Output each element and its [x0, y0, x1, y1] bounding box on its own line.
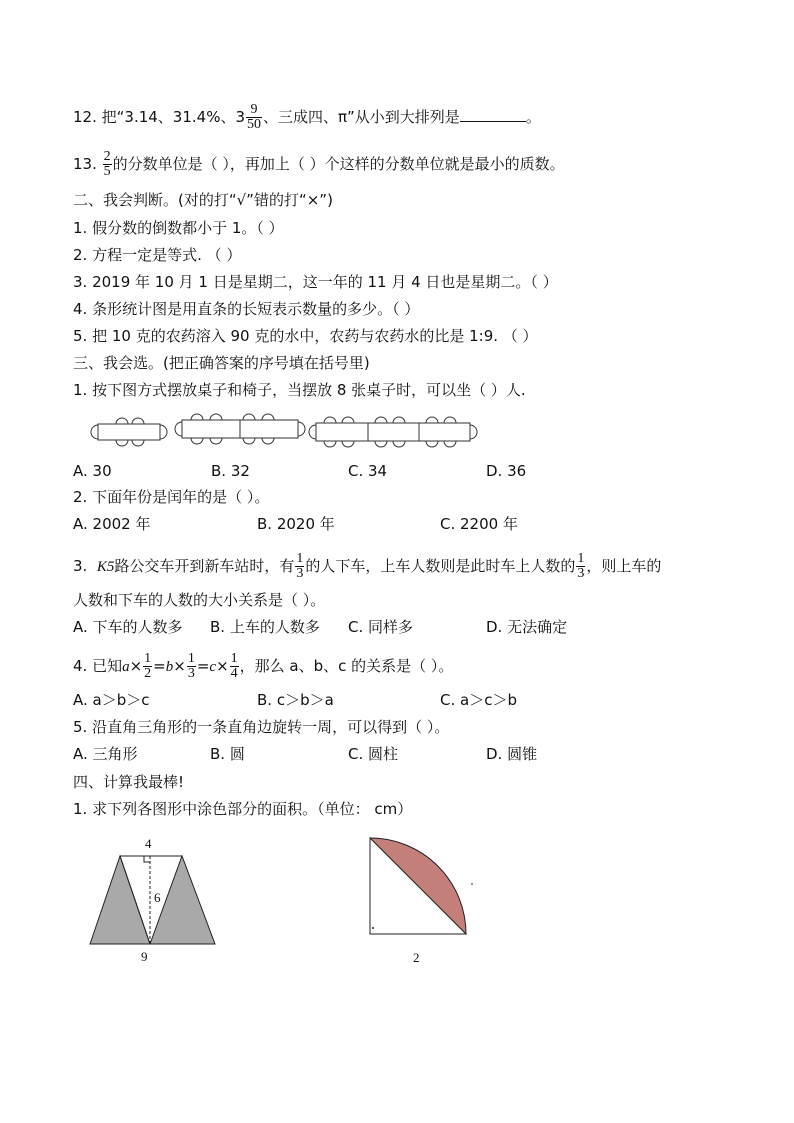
- fraction-1-4: $\frac{1}{4}$: [230, 651, 238, 681]
- table: [182, 420, 240, 438]
- chair: [191, 414, 203, 420]
- chair: [444, 441, 456, 447]
- edge-dot: [471, 883, 473, 885]
- q5-option-d[interactable]: D. 圆锥: [486, 745, 538, 763]
- table: [368, 423, 419, 441]
- q4-option-c[interactable]: C. a＞c＞b: [440, 691, 517, 709]
- chair: [393, 441, 405, 447]
- label-bottom: 2: [413, 950, 420, 965]
- right-angle-mark: [144, 856, 150, 862]
- fraction-9-50: $\frac{9}{50}$: [247, 102, 261, 132]
- judge-item-2: 2. 方程一定是等式. （ ）: [73, 246, 242, 264]
- choice-q1-text: 1. 按下图方式摆放桌子和椅子，当摆放 8 张桌子时，可以坐（ ）人.: [73, 381, 526, 399]
- quarter-circle-figure: [360, 830, 490, 970]
- label-height: 6: [154, 890, 161, 905]
- chair: [324, 417, 336, 423]
- shaded-triangles-figure: [85, 834, 225, 964]
- table: [98, 424, 160, 440]
- section-3-title: 三、我会选。(把正确答案的序号填在括号里): [73, 354, 370, 372]
- chair: [116, 440, 128, 446]
- q5-option-c[interactable]: C. 圆柱: [348, 745, 399, 763]
- chair: [426, 441, 438, 447]
- q2-option-c[interactable]: C. 2200 年: [440, 515, 518, 533]
- q2-option-b[interactable]: B. 2020 年: [257, 515, 335, 533]
- label-top: 4: [145, 836, 152, 851]
- q1-option-c[interactable]: C. 34: [348, 462, 388, 480]
- choice-q4-text: 4. 已知a× $\frac{1}{2}$ =b× $\frac{1}{3}$ =c× $\frac{1}{4}$ ，那么 a、b、c 的关系是（ ）。: [73, 651, 454, 681]
- answer-blank[interactable]: [460, 107, 526, 122]
- fraction-1-3: $\frac{1}{3}$: [187, 651, 195, 681]
- fraction-2-5: $\frac{2}{5}$: [103, 149, 111, 179]
- choice-q2-text: 2. 下面年份是闰年的是（ ）。: [73, 488, 270, 506]
- chair: [324, 441, 336, 447]
- shaded-segment: [370, 838, 466, 934]
- chair: [210, 414, 222, 420]
- chair: [262, 438, 274, 444]
- chair: [243, 438, 255, 444]
- fraction-1-2: $\frac{1}{2}$: [144, 651, 152, 681]
- fraction-1-3: $\frac{1}{3}$: [577, 551, 585, 581]
- table: [419, 423, 470, 441]
- fraction-1-3: $\frac{1}{3}$: [296, 551, 304, 581]
- choice-q3-text-line2: 人数和下车的人数的大小关系是（ ）。: [73, 591, 326, 609]
- question-12: 12. 把“3.14、31.4%、3 $\frac{9}{50}$ 、三成四、π”从小到大排列是 。: [73, 102, 541, 132]
- calc-q1-text: 1. 求下列各图形中涂色部分的面积。（单位： cm）: [73, 800, 413, 818]
- q3-option-d[interactable]: D. 无法确定: [486, 618, 568, 636]
- label-bottom: 9: [141, 949, 148, 964]
- chair: [116, 418, 128, 424]
- chair: [132, 440, 144, 446]
- judge-item-1: 1. 假分数的倒数都小于 1。（ ）: [73, 219, 284, 237]
- chair: [470, 425, 477, 439]
- table: [240, 420, 298, 438]
- question-13: 13. $\frac{2}{5}$ 的分数单位是（ ），再加上（ ）个这样的分数单位就是最小的质数。: [73, 149, 565, 179]
- chair: [243, 414, 255, 420]
- shaded-triangle-left: [90, 856, 150, 944]
- judge-item-3: 3. 2019 年 10 月 1 日是星期二，这一年的 11 月 4 日也是星期二。（ ）: [73, 273, 558, 291]
- q1-option-b[interactable]: B. 32: [211, 462, 250, 480]
- chair: [375, 441, 387, 447]
- chair: [262, 414, 274, 420]
- section-4-title: 四、计算我最棒!: [73, 773, 185, 791]
- q4-option-b[interactable]: B. c＞b＞a: [257, 691, 334, 709]
- choice-q3-text: 3. K5路公交车开到新车站时，有 $\frac{1}{3}$ 的人下车，上车人数则是此时车上人数的 $\frac{1}{3}$ ，则上车的: [73, 551, 662, 581]
- judge-item-5: 5. 把 10 克的农药溶入 90 克的水中，农药与农药水的比是 1:9. （ ）: [73, 327, 538, 345]
- q3-option-a[interactable]: A. 下车的人数多: [73, 618, 183, 636]
- chair: [309, 425, 316, 439]
- q5-option-a[interactable]: A. 三角形: [73, 745, 138, 763]
- q4-option-a[interactable]: A. a＞b＞c: [73, 691, 150, 709]
- q1-option-d[interactable]: D. 36: [486, 462, 527, 480]
- chair: [342, 441, 354, 447]
- table: [316, 423, 368, 441]
- chair: [426, 417, 438, 423]
- chair: [175, 422, 182, 436]
- tables-chairs-figure: [84, 410, 494, 448]
- chair: [160, 425, 167, 439]
- chair: [91, 425, 98, 439]
- q1-option-a[interactable]: A. 30: [73, 462, 112, 480]
- chair: [393, 417, 405, 423]
- corner-dot: [372, 927, 374, 929]
- q3-option-b[interactable]: B. 上车的人数多: [210, 618, 320, 636]
- chair: [375, 417, 387, 423]
- q3-option-c[interactable]: C. 同样多: [348, 618, 414, 636]
- judge-item-4: 4. 条形统计图是用直条的长短表示数量的多少。（ ）: [73, 300, 420, 318]
- chair: [444, 417, 456, 423]
- choice-q5-text: 5. 沿直角三角形的一条直角边旋转一周，可以得到（ ）。: [73, 718, 450, 736]
- chair: [210, 438, 222, 444]
- section-2-title: 二、我会判断。(对的打“√”错的打“×”): [73, 191, 333, 209]
- q2-option-a[interactable]: A. 2002 年: [73, 515, 151, 533]
- chair: [132, 418, 144, 424]
- q5-option-b[interactable]: B. 圆: [210, 745, 245, 763]
- chair: [342, 417, 354, 423]
- chair: [191, 438, 203, 444]
- chair: [298, 422, 305, 436]
